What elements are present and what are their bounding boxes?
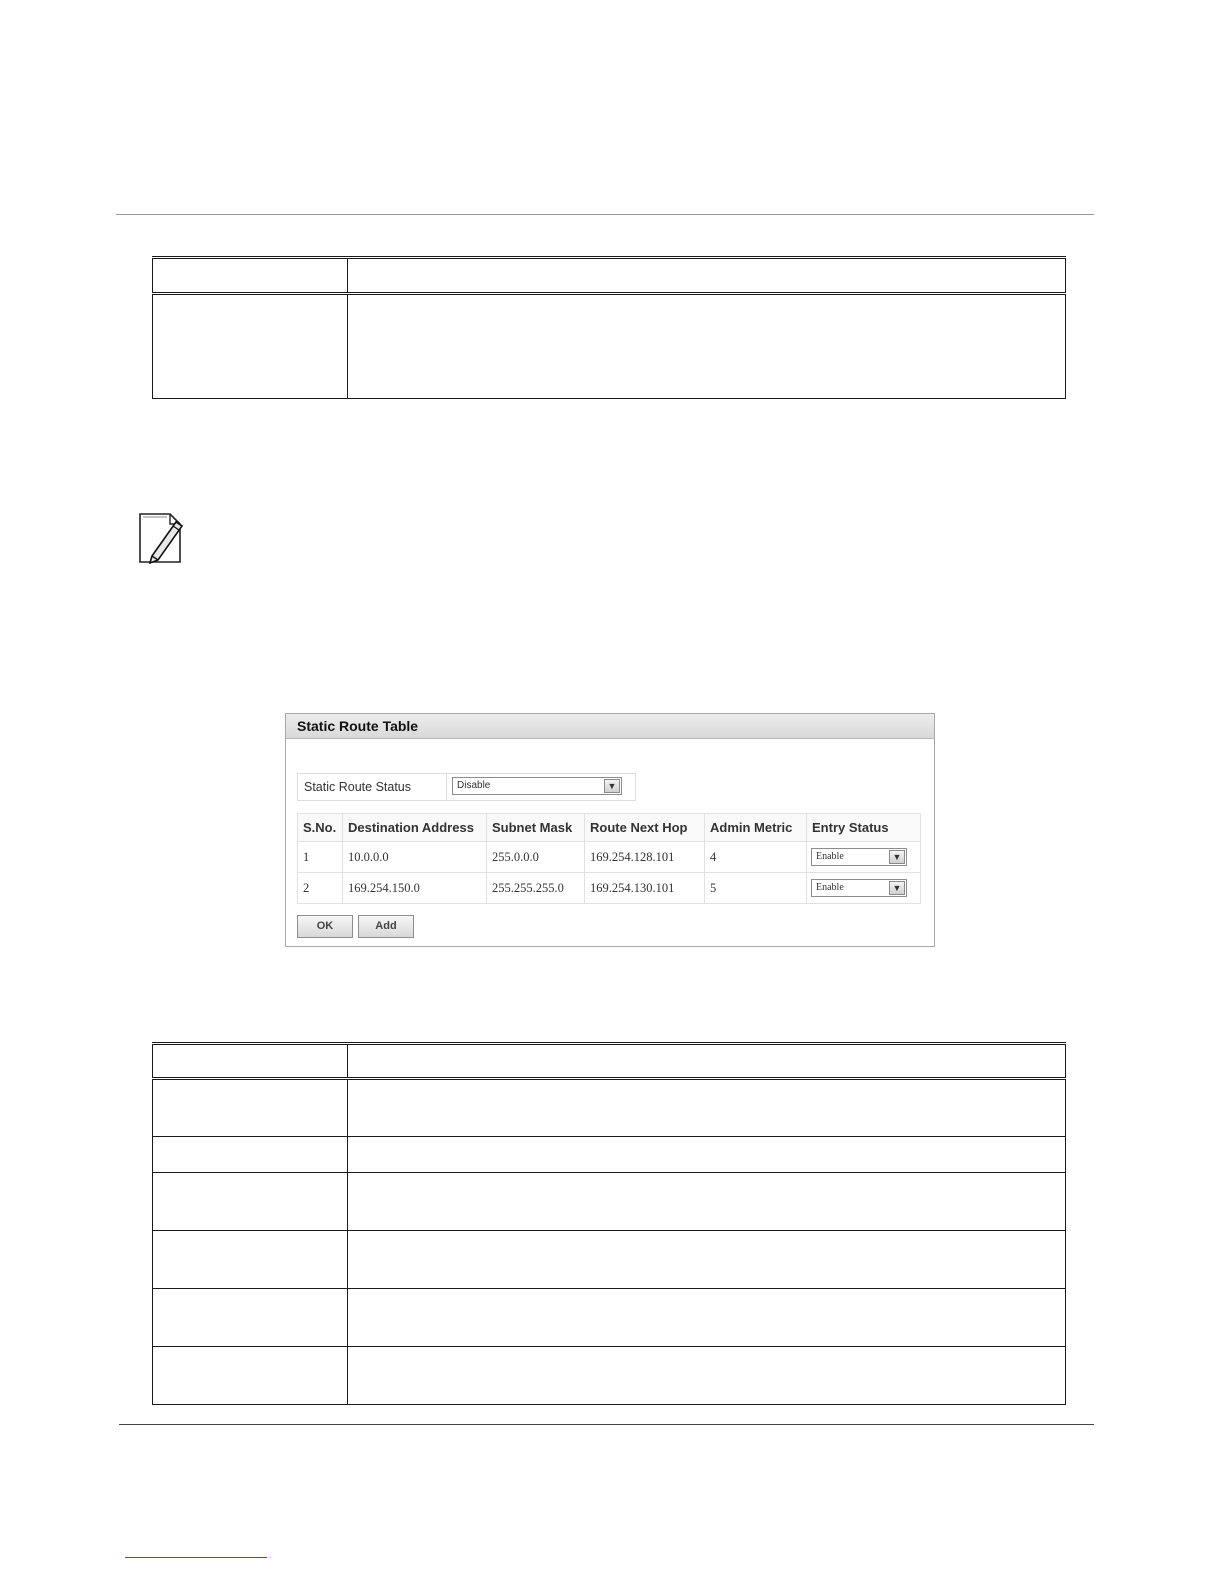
static-route-status-label: Static Route Status xyxy=(298,774,447,800)
entry-status-value: Enable xyxy=(816,851,844,862)
parameter-table-top xyxy=(152,256,1066,399)
route-table-header xyxy=(298,814,921,842)
col-sno: S.No. xyxy=(298,814,343,842)
cell-admin-metric: 5 xyxy=(705,873,807,904)
col-destination: Destination Address xyxy=(343,814,487,842)
col-next-hop: Route Next Hop xyxy=(585,814,705,842)
static-route-panel xyxy=(285,713,935,947)
cell-sno: 2 xyxy=(298,873,343,904)
cell-destination: 10.0.0.0 xyxy=(343,842,487,873)
cell-entry-status xyxy=(807,842,921,873)
cell-sno: 1 xyxy=(298,842,343,873)
table-row xyxy=(153,1137,1066,1173)
table-row xyxy=(153,1231,1066,1289)
cell-subnet-mask: 255.255.255.0 xyxy=(487,873,585,904)
add-button[interactable]: Add xyxy=(358,915,414,938)
panel-title: Static Route Table xyxy=(286,714,934,739)
table-row xyxy=(298,842,921,873)
cell-next-hop: 169.254.130.101 xyxy=(585,873,705,904)
chevron-down-icon[interactable]: ▼ xyxy=(889,881,905,895)
route-table xyxy=(297,813,921,904)
table-row xyxy=(153,1173,1066,1231)
table-row xyxy=(153,1289,1066,1347)
cell-subnet-mask: 255.0.0.0 xyxy=(487,842,585,873)
parameter-table-bottom xyxy=(152,1042,1066,1405)
col-entry-status: Entry Status xyxy=(807,814,921,842)
cell-destination: 169.254.150.0 xyxy=(343,873,487,904)
entry-status-select[interactable] xyxy=(811,848,907,866)
table-header-row xyxy=(153,1044,1066,1079)
ok-button[interactable]: OK xyxy=(297,915,353,938)
entry-status-value: Enable xyxy=(816,882,844,893)
static-route-status-value: Disable xyxy=(457,780,491,791)
table-row xyxy=(153,1079,1066,1137)
entry-status-select[interactable] xyxy=(811,879,907,897)
cell-entry-status xyxy=(807,873,921,904)
footer-rule xyxy=(119,1424,1094,1425)
chevron-down-icon[interactable]: ▼ xyxy=(889,850,905,864)
table-row xyxy=(153,294,1066,399)
chevron-down-icon[interactable]: ▼ xyxy=(604,779,620,793)
table-row xyxy=(153,1347,1066,1405)
static-route-status-select[interactable] xyxy=(452,777,622,795)
col-admin-metric: Admin Metric xyxy=(705,814,807,842)
cell-next-hop: 169.254.128.101 xyxy=(585,842,705,873)
table-row xyxy=(298,873,921,904)
table-header-row xyxy=(153,258,1066,294)
note-pencil-icon xyxy=(136,512,188,566)
cell-admin-metric: 4 xyxy=(705,842,807,873)
header-rule xyxy=(116,214,1094,215)
col-subnet-mask: Subnet Mask xyxy=(487,814,585,842)
footer-link-underline[interactable] xyxy=(125,1557,267,1558)
